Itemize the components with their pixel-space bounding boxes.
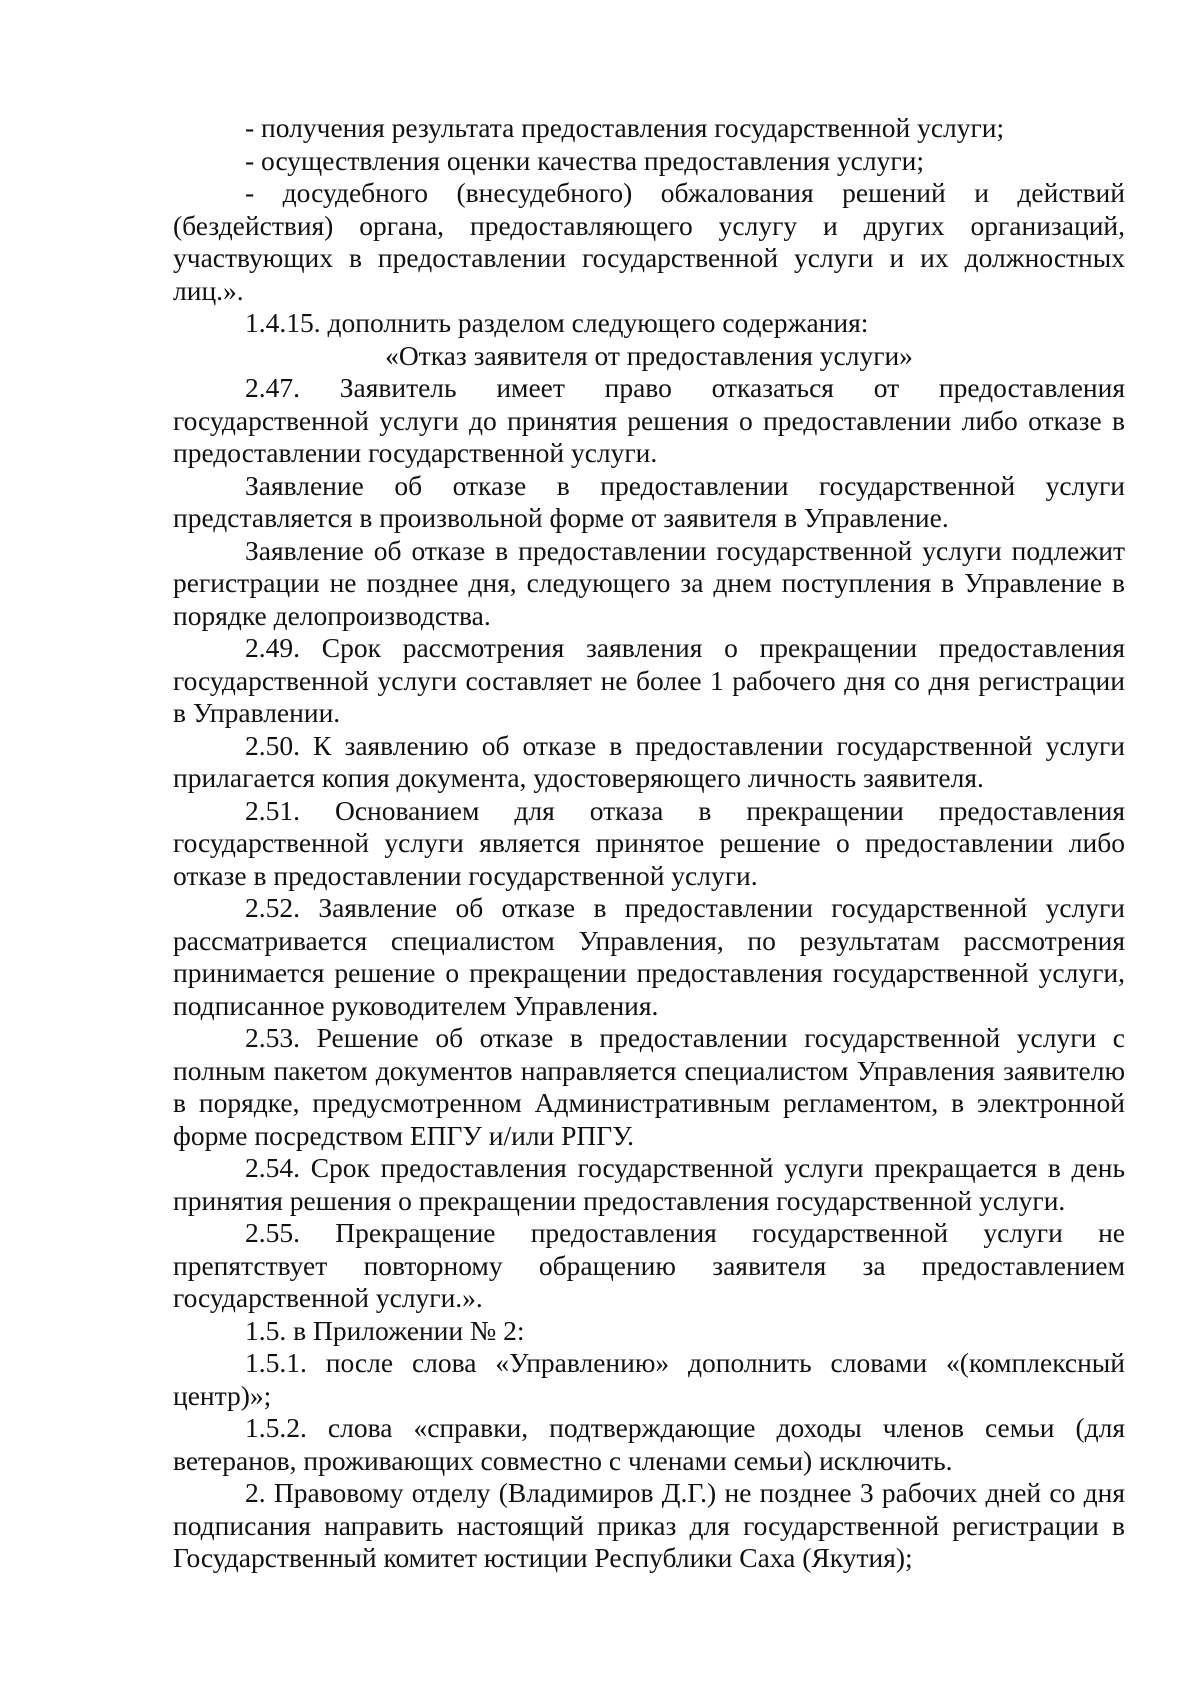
document-page [173, 112, 1125, 1575]
paragraph-2-54: 2.54. Срок предоставления государственной услуги прекращается в день принятия решения о прекращении предоставления государственной услуги. [173, 1152, 1125, 1216]
paragraph-1-5-2: 1.5.2. слова «справки, подтверждающие доходы членов семьи (для ветеранов, проживающих совместно с членами семьи) исключить. [173, 1412, 1125, 1476]
paragraph-2-50: 2.50. К заявлению об отказе в предоставлении государственной услуги прилагается копия документа, удостоверяющего личность заявителя. [173, 729, 1125, 793]
paragraph-1-5-1: 1.5.1. после слова «Управлению» дополнить словами «(комплексный центр)»; [173, 1347, 1125, 1411]
paragraph-2-47: 2.47. Заявитель имеет право отказаться от предоставления государственной услуги до принятия решения о предоставлении либо отказе в предоставлении государственной услуги. [173, 372, 1125, 468]
paragraph-2-51: 2.51. Основанием для отказа в прекращении предоставления государственной услуги является принятое решение о предоставлении либо отказе в предоставлении государственной услуги. [173, 794, 1125, 891]
paragraph-1-4-15: 1.4.15. дополнить разделом следующего содержания: [245, 307, 869, 338]
paragraph-2-49: 2.49. Срок рассмотрения заявления о прекращении предоставления государственной услуги составляет не более 1 рабочего дня со дня регистрации в Управлении. [173, 632, 1125, 728]
paragraph-refusal-form: Заявление об отказе в предоставлении государственной услуги представляется в произвольной форме от заявителя в Управление. [173, 469, 1125, 533]
paragraph-refusal-registration: Заявление об отказе в предоставлении государственной услуги подлежит регистрации не позднее дня, следующего за днем поступления в Управление в порядке делопроизводства. [173, 534, 1125, 631]
list-item-quality-assessment: - осуществления оценки качества предоставления услуги; [245, 144, 924, 176]
section-heading: «Отказ заявителя от предоставления услуги» [385, 339, 913, 371]
paragraph-2: 2. Правовому отделу (Владимиров Д.Г.) не позднее 3 рабочих дней со дня подписания направить настоящий приказ для государственной регистрации в Государственный комитет юстиции Республики Саха (Якутия); [173, 1477, 1125, 1573]
paragraph-2-52: 2.52. Заявление об отказе в предоставлении государственной услуги рассматривается специалистом Управления, по результатам рассмотрения принимается решение о прекращении предоставления государственной услуги, подписанное руководителем Управления. [173, 892, 1125, 1021]
paragraph-2-55: 2.55. Прекращение предоставления государственной услуги не препятствует повторному обращению заявителя за предоставлением государственной услуги.». [173, 1217, 1125, 1313]
paragraph-2-53: 2.53. Решение об отказе в предоставлении государственной услуги с полным пакетом документов направляется специалистом Управления заявителю в порядке, предусмотренном Административным регламентом, в электронной форме посредством ЕПГУ и/или РПГУ. [173, 1022, 1125, 1151]
list-item-result: - получения результата предоставления государственной услуги; [245, 112, 1005, 143]
paragraph-1-5: 1.5. в Приложении № 2: [245, 1314, 525, 1346]
list-item-appeal: - досудебного (внесудебного) обжалования решений и действий (бездействия) органа, предоставляющего услугу и других организаций, участвующих в предоставлении государственной услуги и их должностных лиц.». [173, 177, 1125, 306]
